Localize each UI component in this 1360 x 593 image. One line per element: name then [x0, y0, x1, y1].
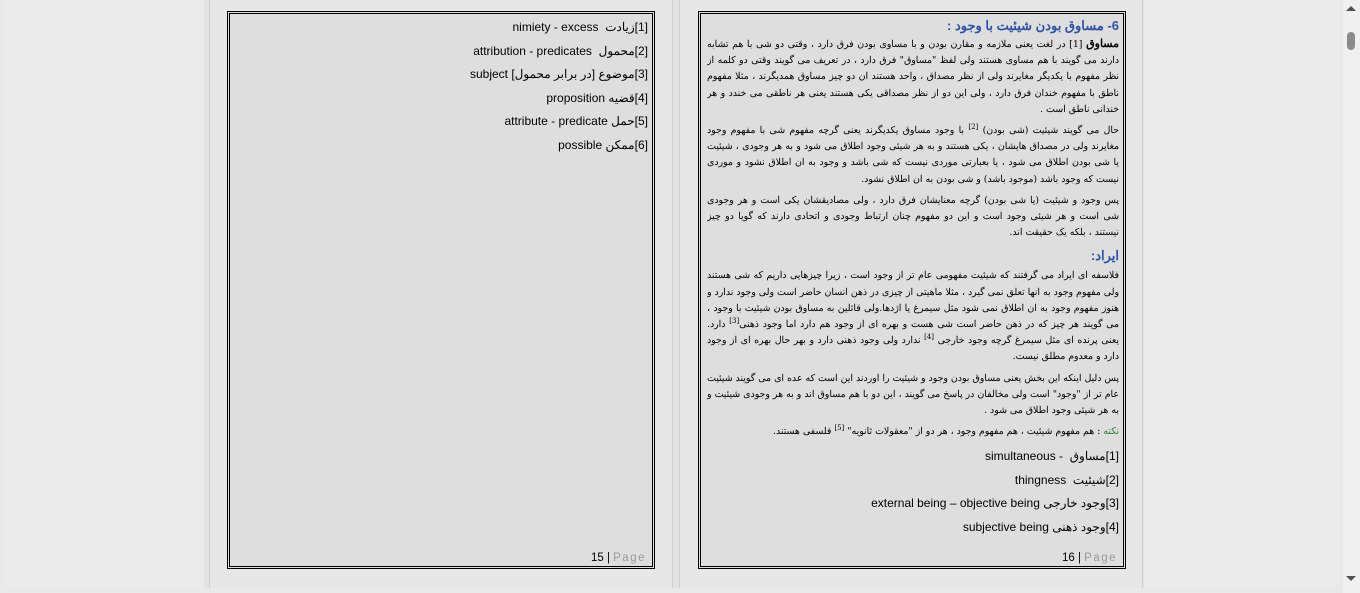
footnote: [5]حمل attribute - predicate [504, 114, 648, 128]
paragraph: مساوق [1] در لغت یعنی ملازمه و مقارن بودن و با مساوی بودن فرق دارد ، وقتی دو شی با هم تشابه دارند می گویند با هم مساوی هستند ولی لفظ "مساوق" فرق دارد ، در تعریف می گویند وقتی دو کلمه از نظر مفهوم با یکدیگر مغایرند ولی از نظر مصداق ، واحد هستند ان دو چیز مساوق همدیگرند ، مثلا مفهوم ناطق با مفهوم خندان فرق دارد ، ولی این دو از نظر مصداقی یکی هستند یعنی هر ناطقی می خندد و هر خندانی ناطق است . [707, 37, 1119, 115]
page-footer: 15 | Page [590, 552, 646, 564]
page-footer: 16 | Page [1061, 552, 1117, 564]
footnote-ref[interactable]: [2] [968, 122, 979, 131]
page-number: 15 [590, 552, 604, 564]
section-heading: 6- مساوق بودن شیئیت با وجود : [947, 18, 1119, 33]
scrollbar-thumb[interactable] [1347, 32, 1355, 50]
footnote: [3]وجود خارجی external being – objective being [871, 496, 1119, 511]
term: مساوق [1086, 37, 1119, 50]
page-label: Page [1084, 552, 1117, 564]
scroll-up-arrow-icon[interactable] [1346, 6, 1356, 11]
footnote: [1]زیادت nimiety - excess [512, 20, 648, 34]
footnote: [4]وجود ذهنی subjective being [962, 519, 1119, 534]
footnote: [3]موضوع [در برابر محمول] subject [469, 67, 648, 81]
paragraph: حال می گویند شیئیت (شی بودن) [2] با وجود مساوق یکدیگرند یعنی گرچه مفهوم شی با مفهوم وجود مغایرند ولی در مصداق هایشان ، یکی هستند و به هر شیئی وجود اطلاق می شود و به هر وجودی ، شیئیت یا شی بودن اطلاق می شود ، یا بعبارتی موردی نیست که شی باشد و وجود به ان اطلاق نشود و موردی نیست که وجود باشد (موجود باشد) و شی بودن به ان اطلاق نشود. [707, 122, 1119, 185]
page-number: 16 [1061, 552, 1075, 564]
page-15 [209, 0, 673, 588]
scroll-down-arrow-icon[interactable] [1346, 576, 1356, 581]
footnote-ref[interactable]: [1] [1069, 39, 1083, 50]
paragraph: فلاسفه ای ایراد می گرفتند که شیئیت مفهومی عام تر از وجود است ، زیرا چیزهایی داریم که شی هستند ولی مفهوم وجود به انها تعلق نمی گیرد ، مثلا ماهیتی از چیزی در ذهن انسان حاضر است ولی وجود ندارد و هنوز مفهوم وجود به ان اطلاق نمی شود مثل سیمرغ یا اژدها.ولی قائلین به مساوق بودن شیئیت با وجود ، می گویند هر چیز که در ذهن حاضر است شی هست و بهره ای از وجود هم دارد اما وجود ذهنی[3] دارد. یعنی پرنده ای مثل سیمرغ گرچه وجود خارجی [4] ندارد ولی وجود ذهنی دارد و بهر حال بهره ای از وجود دارد و معدوم مطلق نیست. [707, 270, 1119, 363]
note: نکته : هم مفهوم شیئیت ، هم مفهوم وجود ، هر دو از "معقولات ثانویه" [5] فلسفی هستند. [772, 424, 1119, 438]
paragraph: پس دلیل اینکه این بخش یعنی مساوق بودن وجود و شیئیت را اوردند این است که عده ای می گویند شیئیت عام تر از "وجود" است ولی مخالفان در پاسخ می گویند ، این دو با هم مساوق اند و به هر وجودی شیئیت و به هر شیئی وجود اطلاق می شود . [707, 372, 1119, 417]
page-label: Page [613, 552, 646, 564]
vertical-scrollbar[interactable] [1343, 0, 1360, 593]
footnote: [1]مساوق simultaneous - [985, 449, 1119, 464]
subheading: ایراد: [1090, 248, 1119, 264]
page-border [698, 11, 1126, 569]
footnote-ref[interactable]: [3] [729, 316, 740, 325]
page-content [236, 16, 648, 548]
footnote: [6]ممکن possible [558, 137, 648, 152]
document-viewer [4, 0, 1341, 588]
footnote-ref[interactable]: [4] [924, 333, 935, 342]
paragraph: پس وجود و شیئیت (یا شی بودن) گرچه معنایشان فرق دارد ، ولی مصادیقشان یکی است و هر وجودی شی است و هر شیئی وجود است و این دو مفهوم چنان ارتباط وجودی و اتحادی دارند که گویا دو چیز نیستند ، بلکه یک حقیقت اند. [707, 194, 1119, 239]
footnote: [2]شیئیت thingness [1014, 472, 1119, 487]
footnote-ref[interactable]: [5] [834, 424, 845, 433]
note-label: نکته [1103, 426, 1119, 438]
page-16 [679, 0, 1143, 588]
page-border [227, 11, 655, 569]
footnote: [4]قضیه proposition [546, 90, 648, 105]
page-content [707, 16, 1119, 548]
footnote: [2]محمول attribution - predicates [473, 43, 648, 58]
